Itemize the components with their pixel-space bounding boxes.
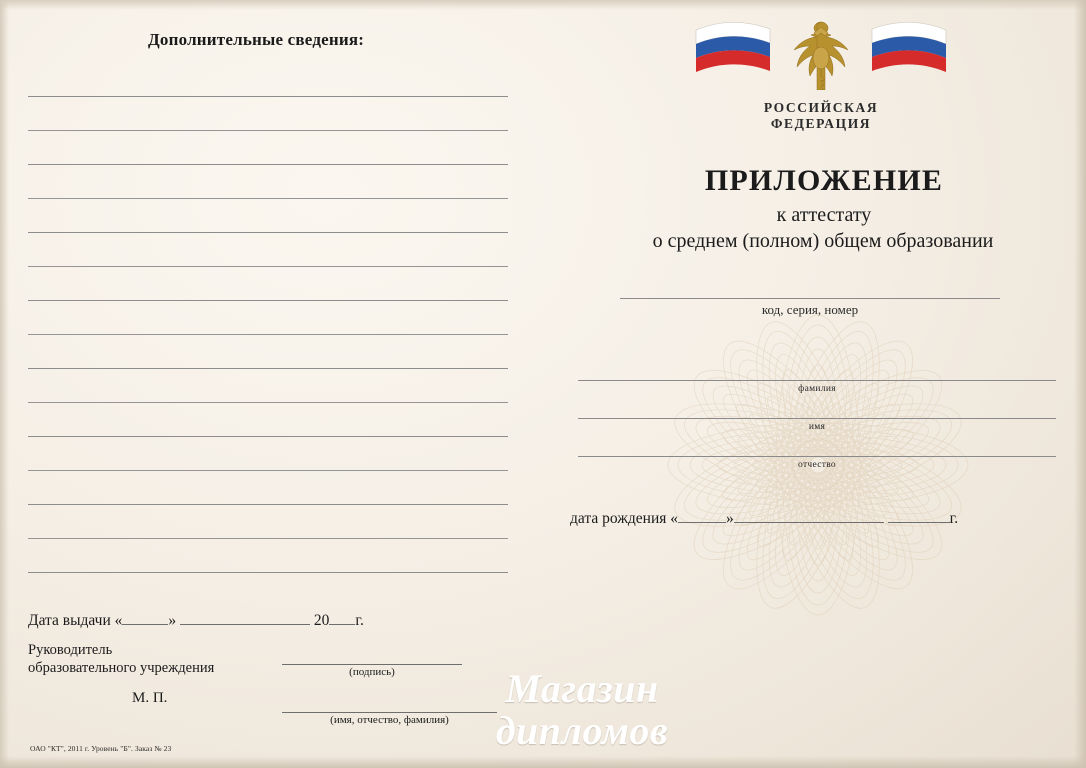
blank-line	[28, 368, 508, 369]
issue-date-quote-close: »	[168, 612, 177, 629]
surname-caption: фамилия	[798, 384, 836, 394]
country-line-1: РОССИЙСКАЯ	[763, 100, 879, 115]
issue-year-field[interactable]	[329, 610, 355, 625]
blank-line	[28, 436, 508, 437]
code-series-number-field[interactable]	[620, 298, 1000, 299]
paper-edge-left	[0, 0, 9, 768]
seal-place-label: М. П.	[132, 690, 168, 706]
country-name	[694, 100, 948, 132]
issue-year-suffix: г.	[355, 612, 364, 629]
document-title: ПРИЛОЖЕНИЕ	[704, 164, 944, 197]
birth-month-field[interactable]	[734, 508, 884, 523]
blank-line	[28, 232, 508, 233]
blank-line	[28, 266, 508, 267]
head-label-line-2: образовательного учреждения	[28, 660, 215, 676]
blank-line	[28, 402, 508, 403]
head-of-institution-label	[28, 641, 214, 677]
surname-field[interactable]	[578, 380, 1056, 381]
full-name-caption: (имя, отчество, фамилия)	[330, 714, 449, 726]
shop-watermark-line-1: Магазин	[505, 666, 659, 711]
blank-writing-lines	[28, 96, 508, 606]
blank-line	[28, 164, 508, 165]
blank-line	[28, 504, 508, 505]
issue-date-row	[28, 610, 364, 630]
birth-quote-open: «	[670, 510, 679, 527]
blank-line	[28, 130, 508, 131]
blank-line	[28, 300, 508, 301]
code-series-number-caption: код, серия, номер	[761, 302, 859, 317]
issue-year-prefix: 20	[313, 612, 330, 629]
shop-watermark	[452, 668, 712, 752]
signature-caption: (подпись)	[349, 666, 395, 678]
paper-edge-right	[1074, 0, 1086, 768]
blank-line	[28, 334, 508, 335]
blank-line	[28, 470, 508, 471]
birth-quote-close: »	[726, 510, 734, 527]
firstname-field[interactable]	[578, 418, 1056, 419]
birth-day-field[interactable]	[678, 508, 726, 523]
signature-field[interactable]	[282, 664, 462, 665]
firstname-caption: имя	[808, 422, 826, 432]
paper-edge-bottom	[0, 756, 1086, 768]
issue-date-quote-open: «	[114, 612, 123, 629]
document-subtitle-1: к аттестату	[776, 204, 872, 226]
shop-watermark-line-2: дипломов	[495, 708, 669, 753]
issue-month-field[interactable]	[180, 610, 310, 625]
patronymic-field[interactable]	[578, 456, 1056, 457]
birth-year-field[interactable]	[888, 508, 950, 523]
birth-date-label: дата рождения	[570, 510, 667, 527]
printer-imprint: ОАО "КТ", 2011 г. Уровень "Б". Заказ № 23	[30, 744, 172, 753]
additional-info-heading: Дополнительные сведения:	[148, 30, 365, 49]
issue-day-field[interactable]	[122, 610, 168, 625]
patronymic-caption: отчество	[798, 460, 836, 470]
russian-federation-emblem-icon	[694, 16, 948, 90]
document-subtitle-2: о среднем (полном) общем образовании	[652, 230, 994, 252]
country-line-2: ФЕДЕРАЦИЯ	[770, 116, 872, 131]
issue-date-label: Дата выдачи	[28, 612, 111, 629]
paper-edge-top	[0, 0, 1086, 10]
blank-line	[28, 198, 508, 199]
blank-line	[28, 96, 508, 97]
birth-date-row	[570, 508, 958, 528]
blank-line	[28, 538, 508, 539]
birth-year-suffix: г.	[949, 510, 959, 527]
head-label-line-1: Руководитель	[28, 642, 113, 658]
blank-line	[28, 572, 508, 573]
